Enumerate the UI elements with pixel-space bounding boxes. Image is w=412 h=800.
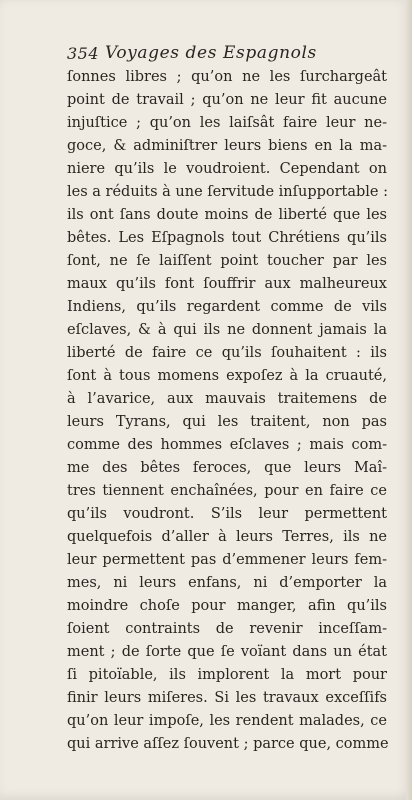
- text-line: leurs Tyrans, qui les traitent, non pas: [67, 414, 387, 431]
- text-line: ſonnes libres ; qu’on ne les ſurchargeât: [67, 69, 387, 85]
- running-title: Voyages des Espagnols: [105, 43, 317, 63]
- text-line: comme des hommes eſclaves ; mais com-: [67, 437, 387, 454]
- text-line: quelquefois d’aller à leurs Terres, ils ne: [67, 529, 387, 546]
- text-line: Indiens, qu’ils regardent comme de vils: [67, 299, 387, 316]
- text-line: à l’avarice, aux mauvais traitemens de: [67, 391, 387, 408]
- text-line: niere qu’ils le voudroient. Cependant on: [67, 161, 387, 178]
- text-line: ils ont ſans doute moins de liberté que les: [67, 207, 387, 224]
- text-line: leur permettent pas d’emmener leurs fem-: [67, 552, 387, 569]
- text-line: tres tiennent enchaînées, pour en faire ce: [67, 483, 387, 500]
- text-line: ſoient contraints de revenir inceſſam-: [67, 621, 387, 638]
- body-text: [67, 66, 387, 756]
- text-line: qu’on leur impoſe, les rendent malades, ce: [67, 713, 387, 730]
- text-line: mes, ni leurs enfans, ni d’emporter la: [67, 575, 387, 592]
- text-line: ſont à tous momens expoſez à la cruauté,: [67, 368, 387, 385]
- page-number: 354: [67, 44, 100, 63]
- text-line: liberté de faire ce qu’ils ſouhaitent : ils: [67, 345, 387, 362]
- text-line: les a réduits à une ſervitude inſupportable :: [67, 184, 389, 201]
- text-line: ſi pitoïable, ils implorent la mort pour: [67, 667, 387, 684]
- text-line: eſclaves, & à qui ils ne donnent jamais la: [67, 322, 387, 339]
- text-line: me des bêtes feroces, que leurs Maî-: [67, 460, 387, 477]
- text-line: finir leurs miſeres. Si les travaux exceſſifs: [67, 690, 387, 707]
- text-line: qui arrive aſſez ſouvent ; parce que, comme: [67, 736, 389, 753]
- text-line: bêtes. Les Eſpagnols tout Chrétiens qu’ils: [67, 230, 387, 247]
- text-line: qu’ils voudront. S’ils leur permettent: [67, 506, 387, 523]
- text-line: ment ; de ſorte que ſe voïant dans un état: [67, 644, 387, 661]
- text-line: ſont, ne ſe laiſſent point toucher par les: [67, 253, 387, 270]
- page-edge-shadow: [406, 0, 412, 800]
- text-line: moindre choſe pour manger, afin qu’ils: [67, 598, 387, 615]
- text-line: point de travail ; qu’on ne leur fit aucune: [67, 92, 387, 109]
- text-line: maux qu’ils font ſouffrir aux malheureux: [67, 276, 387, 293]
- text-line: goce, & adminiſtrer leurs biens en la ma-: [67, 138, 387, 155]
- text-line: injuſtice ; qu’on les laiſsât faire leur ne-: [67, 115, 387, 132]
